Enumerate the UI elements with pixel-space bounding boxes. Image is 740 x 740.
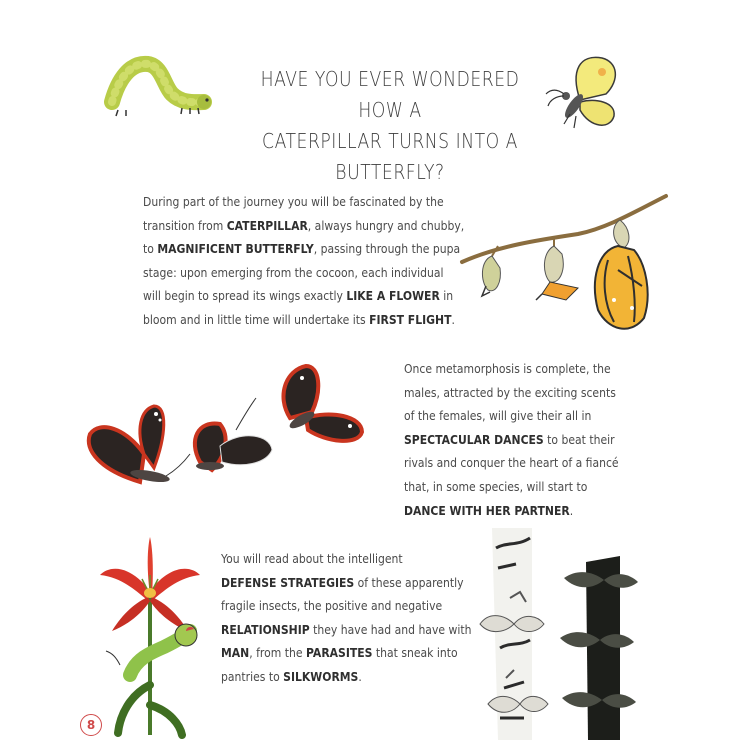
para2-line: rivals and conquer the heart of a fiancé [404, 455, 619, 471]
para1-emphasis: CATERPILLAR [226, 217, 308, 233]
para3-text: they have had and have with [309, 621, 472, 637]
para1-text: . [451, 311, 455, 327]
para2-line: of the females, will give their all in [404, 408, 592, 424]
para3-text: of these apparently [354, 574, 464, 590]
para3-emphasis: PARASITES [305, 645, 373, 661]
para1-text: will begin to spread its wings exactly [143, 288, 347, 304]
lily-caterpillar-icon [90, 535, 210, 735]
para3-line: fragile insects, the positive and negative [221, 598, 443, 614]
para1-emphasis: MAGNIFICENT BUTTERFLY [157, 241, 314, 257]
para3-text: . [358, 668, 362, 684]
para1-line: stage: upon emerging from the cocoon, each individual [143, 264, 444, 280]
para2-emphasis: DANCE WITH HER PARTNER [404, 502, 570, 518]
para1-line: During part of the journey you will be fascinated by the [143, 194, 444, 209]
para3-line: You will read about the intelligent [221, 551, 403, 566]
para2-text: to beat their [543, 431, 615, 447]
para1-text: to [143, 241, 158, 257]
para1-emphasis: FIRST FLIGHT [369, 311, 452, 327]
title-line-2: CATERPILLAR TURNS INTO A BUTTERFLY? [262, 129, 518, 184]
peppered-moth-trees-icon [470, 528, 670, 740]
chrysalis-branch-icon [458, 190, 670, 340]
red-admiral-butterflies-icon [80, 350, 380, 510]
para2-emphasis: SPECTACULAR DANCES [404, 431, 544, 447]
title-line-1: HAVE YOU EVER WONDERED HOW A [260, 67, 520, 122]
defense-paragraph [221, 547, 471, 689]
page-title [246, 64, 535, 188]
para1-text: transition from [143, 217, 227, 233]
para2-line: males, attracted by the exciting scents [404, 384, 616, 400]
para2-line: that, in some species, will start to [404, 478, 588, 494]
intro-paragraph [143, 190, 464, 332]
yellow-butterfly-icon [540, 50, 630, 140]
para3-emphasis: SILKWORMS [283, 668, 359, 684]
para1-emphasis: LIKE A FLOWER [346, 288, 440, 304]
metamorphosis-paragraph [404, 357, 619, 522]
para3-text: pantries to [221, 668, 284, 684]
para3-emphasis: DEFENSE STRATEGIES [221, 574, 355, 590]
para3-text: that sneak into [372, 645, 458, 661]
page-number: 8 [80, 714, 102, 736]
para1-text: , always hungry and chubby, [307, 217, 465, 233]
caterpillar-icon [100, 50, 215, 120]
para1-text: in [439, 288, 454, 304]
para2-line: Once metamorphosis is complete, the [404, 361, 611, 376]
para3-emphasis: MAN [221, 645, 250, 661]
para1-text: , passing through the pupa [313, 241, 461, 257]
para3-emphasis: RELATIONSHIP [221, 621, 310, 637]
para2-text: . [569, 502, 574, 518]
para3-text: , from the [249, 645, 306, 661]
para1-text: bloom and in little time will undertake its [143, 311, 370, 327]
